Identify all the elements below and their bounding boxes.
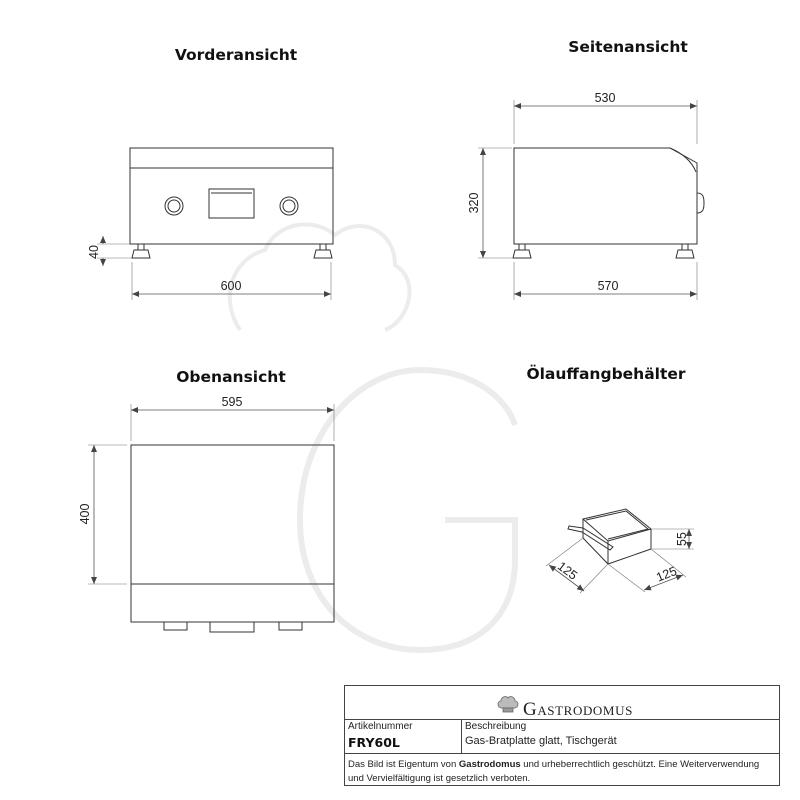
watermark-logo [230,224,515,650]
front-view-title: Vorderansicht [174,46,298,64]
side-foot-right [676,244,694,258]
side-height-label: 320 [467,192,481,214]
top-knob-left [164,622,187,630]
oil-tray [568,509,651,564]
copyright-notice [348,758,776,786]
top-width-label: 595 [221,395,243,409]
top-knob-right [279,622,302,630]
notice-prefix: Das Bild ist Eigentum von [348,759,459,770]
notice-suffix: und urheberrechtlich geschützt. Eine Weiterverwendung und Vervielfältigung ist gesetzlich verboten. [348,759,760,784]
description-cell [462,719,779,753]
front-knob-left [165,197,183,215]
description-value: Gas-Bratplatte glatt, Tischgerät [465,735,617,747]
notice-brand: Gastrodomus [458,759,521,770]
front-view [130,148,333,258]
side-view-title: Seitenansicht [568,38,688,56]
side-top-depth-label: 530 [594,91,616,105]
side-view [513,148,704,258]
top-depth-label: 400 [78,503,92,525]
front-foot-left [132,244,150,258]
title-block [344,685,780,786]
description-label: Beschreibung [465,721,527,732]
tray-depth-label: 125 [654,563,679,585]
chef-hat-icon [495,691,521,717]
top-view-title: Obenansicht [176,368,286,386]
side-bottom-depth-label: 570 [597,279,619,293]
article-number-value: FRY60L [348,735,400,750]
tray-view-title: Ölauffangbehälter [526,365,686,383]
tray-width-label: 125 [554,558,580,583]
article-number-label: Artikelnummer [348,721,413,732]
side-foot-left [513,244,531,258]
front-foot-height-label: 40 [87,245,101,259]
article-cell [345,719,462,753]
title-block-info-row [345,719,779,754]
front-width-label: 600 [220,279,242,293]
tray-height-label: 55 [675,532,689,546]
side-handle [697,193,704,213]
title-block-logo-row [345,686,779,720]
brand-name: Gastrodomus [523,699,633,720]
top-display [210,622,254,632]
front-knob-right [280,197,298,215]
front-foot-right [314,244,332,258]
